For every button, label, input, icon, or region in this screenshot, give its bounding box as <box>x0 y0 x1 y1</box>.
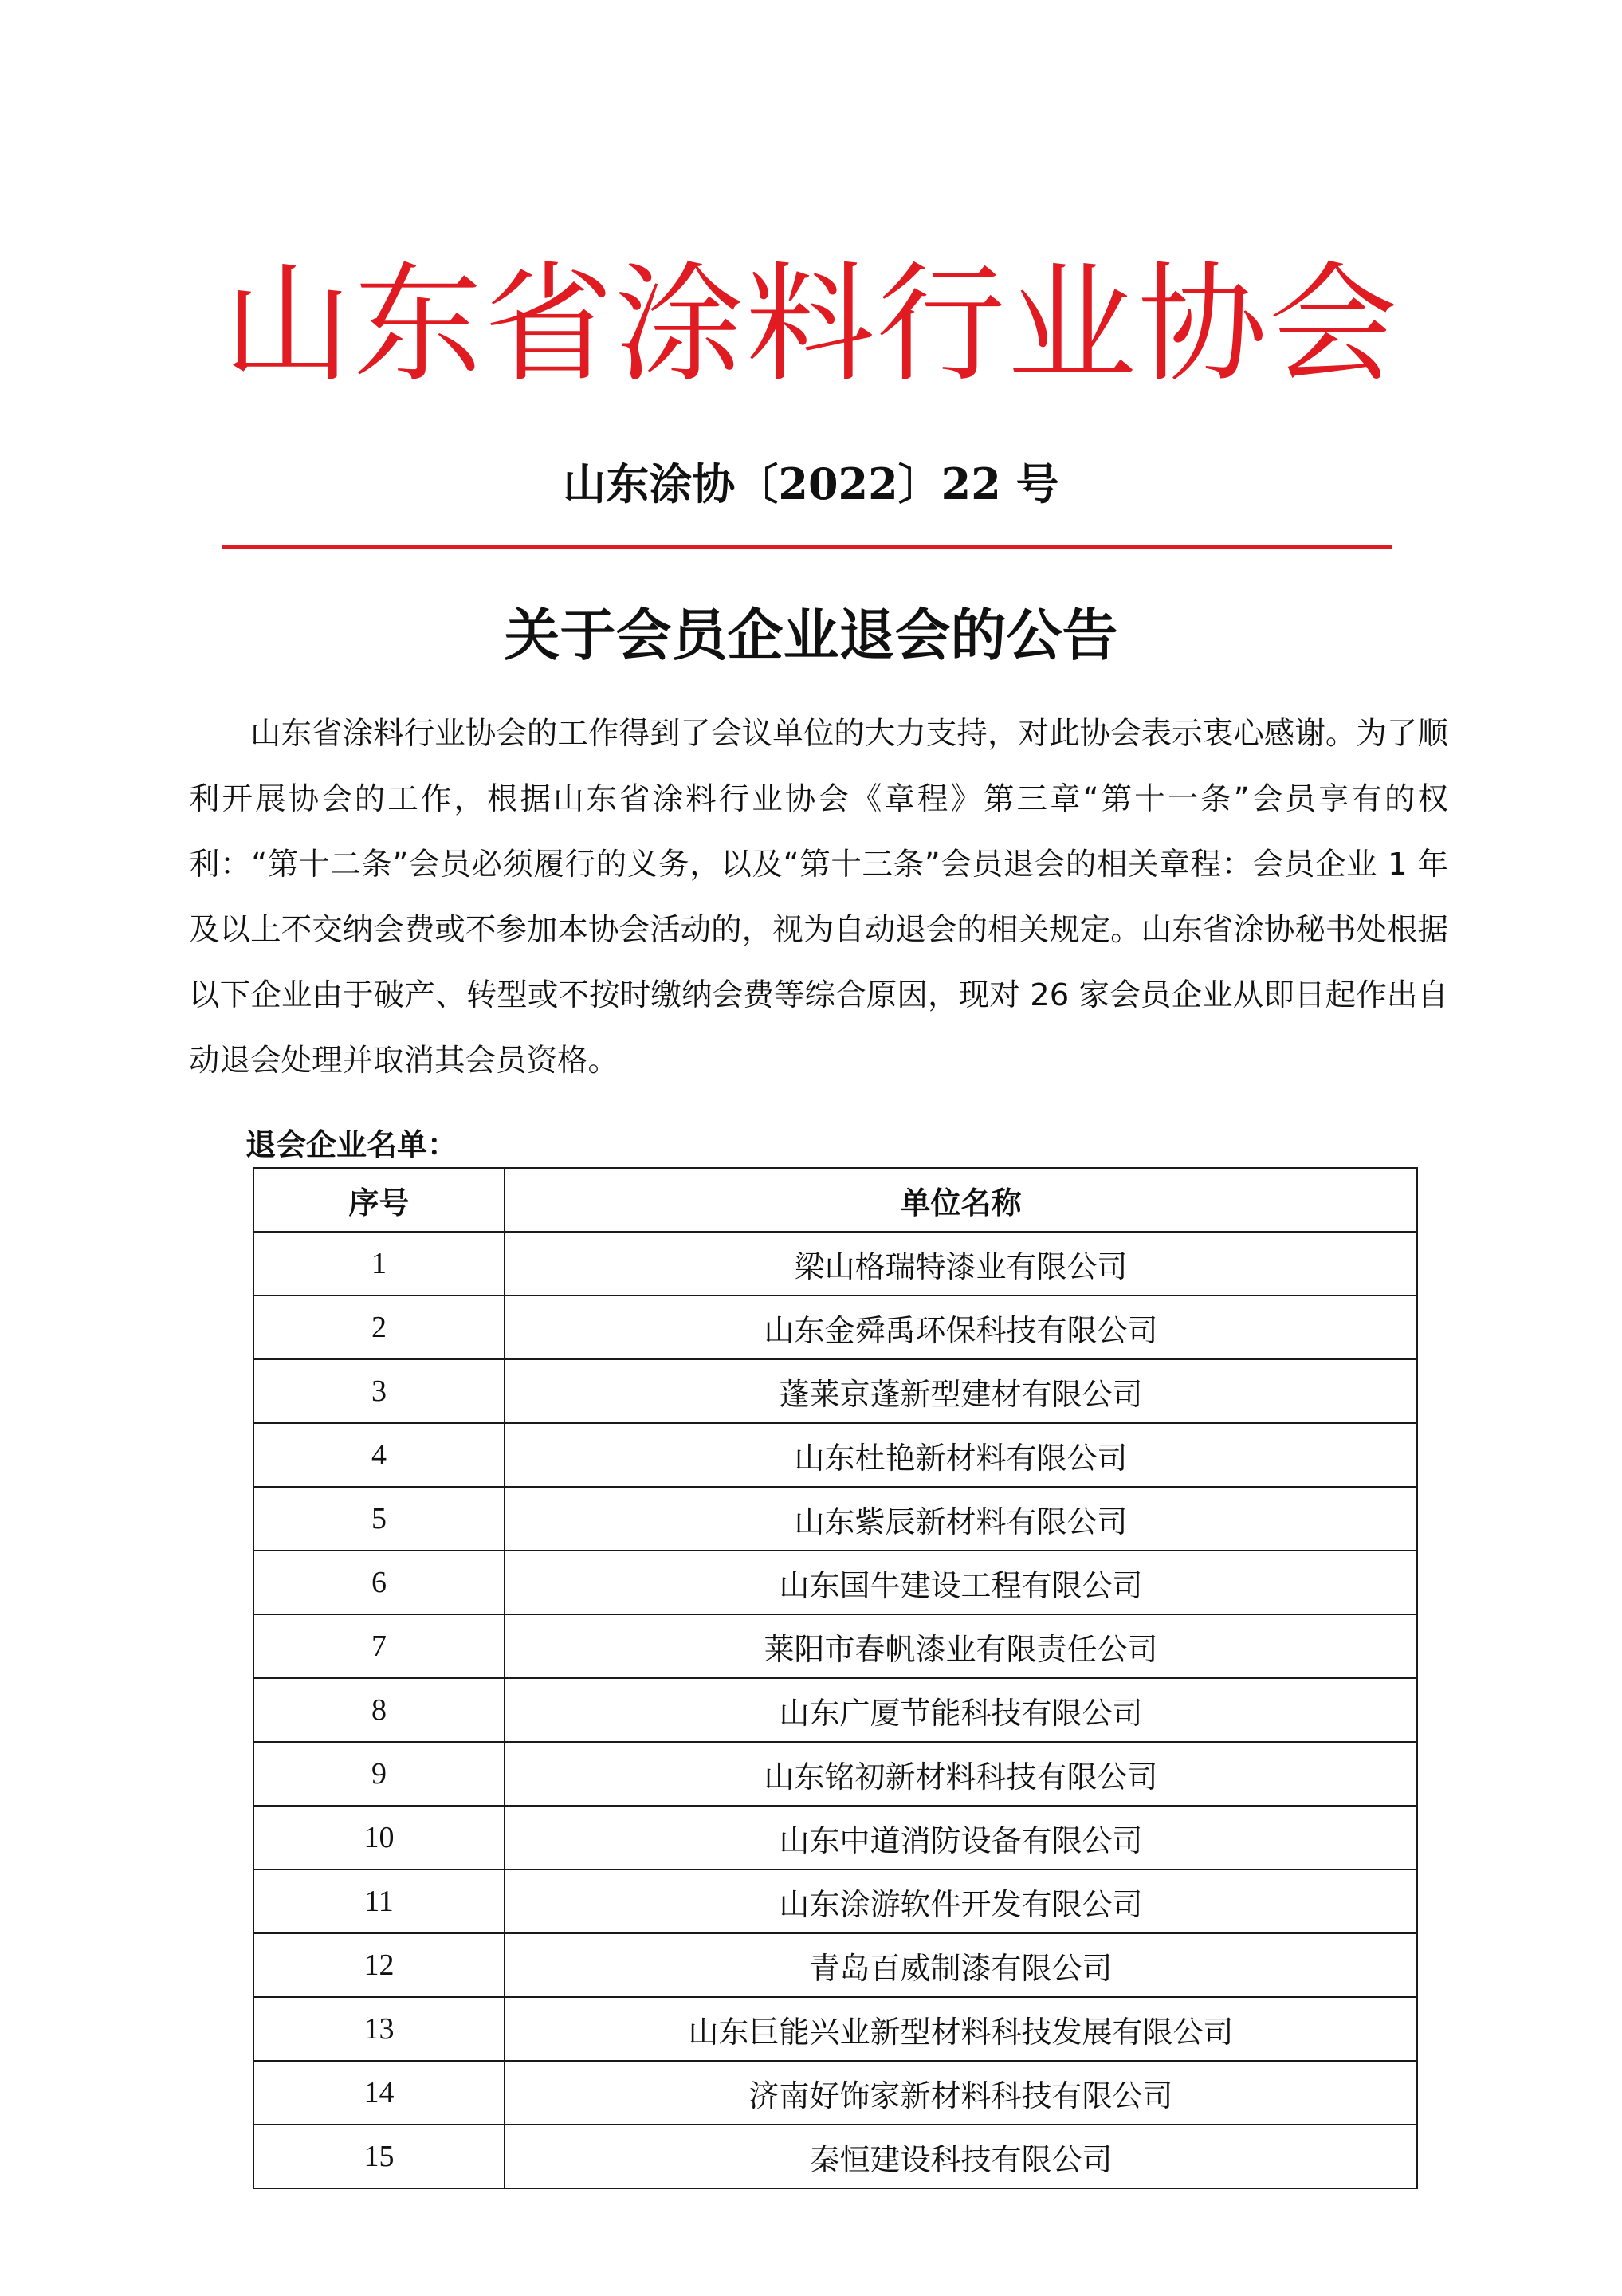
row-index: 10 <box>253 1806 505 1869</box>
table-row <box>253 1359 1417 1423</box>
table-row <box>253 1997 1417 2061</box>
row-index: 9 <box>253 1742 505 1806</box>
document-number: 山东涂协〔2022〕22 号 <box>563 458 1059 509</box>
company-name: 山东国牛建设工程有限公司 <box>505 1551 1417 1614</box>
notice-body: 山东省涂料行业协会的工作得到了会议单位的大力支持，对此协会表示衷心感谢。为了顺利开展协会的工作，根据山东省涂料行业协会《章程》第三章“第十一条”会员享有的权利：“第十二条”会员必须履行的义务，以及“第十三条”会员退会的相关章程：会员企业 1 年及以上不交纳会费或不参加本协会活动的，视为自动退会的相关规定。山东省涂协秘书处根据以下企业由于破产、转型或不按时缴纳会费等综合原因，现对 26 家会员企业从即日起作出自动退会处理并取消其会员资格。 <box>189 716 1448 1079</box>
company-name: 山东杜艳新材料有限公司 <box>505 1423 1417 1487</box>
row-index: 3 <box>253 1359 505 1423</box>
table-row <box>253 1423 1417 1487</box>
row-index: 7 <box>253 1614 505 1678</box>
row-index: 14 <box>253 2061 505 2125</box>
withdrawn-companies-table <box>253 1167 1418 2189</box>
row-index: 8 <box>253 1678 505 1742</box>
list-caption: 退会企业名单： <box>245 1127 458 1162</box>
company-name: 山东铭初新材料科技有限公司 <box>505 1742 1417 1806</box>
table-row <box>253 1678 1417 1742</box>
company-name: 梁山格瑞特漆业有限公司 <box>505 1232 1417 1295</box>
company-name: 山东中道消防设备有限公司 <box>505 1806 1417 1869</box>
row-index: 2 <box>253 1295 505 1359</box>
row-index: 13 <box>253 1997 505 2061</box>
row-index: 6 <box>253 1551 505 1614</box>
company-name: 山东巨能兴业新型材料科技发展有限公司 <box>505 1997 1417 2061</box>
table-row <box>253 1232 1417 1295</box>
column-header-company: 单位名称 <box>505 1168 1417 1232</box>
row-index: 5 <box>253 1487 505 1551</box>
table-row <box>253 1487 1417 1551</box>
company-name: 秦恒建设科技有限公司 <box>505 2125 1417 2188</box>
company-name: 山东金舜禹环保科技有限公司 <box>505 1295 1417 1359</box>
company-name: 青岛百威制漆有限公司 <box>505 1933 1417 1997</box>
row-index: 11 <box>253 1869 505 1933</box>
row-index: 12 <box>253 1933 505 1997</box>
company-name: 蓬莱京蓬新型建材有限公司 <box>505 1359 1417 1423</box>
table-row <box>253 2061 1417 2125</box>
table-row <box>253 1551 1417 1614</box>
organization-title: 山东省涂料行业协会 <box>222 250 1400 400</box>
header-divider <box>222 545 1392 549</box>
row-index: 1 <box>253 1232 505 1295</box>
table-row <box>253 2125 1417 2188</box>
table-row <box>253 1869 1417 1933</box>
notice-title: 关于会员企业退会的公告 <box>504 602 1118 668</box>
table-row <box>253 1742 1417 1806</box>
row-index: 15 <box>253 2125 505 2188</box>
row-index: 4 <box>253 1423 505 1487</box>
table-row <box>253 1806 1417 1869</box>
company-name: 山东紫辰新材料有限公司 <box>505 1487 1417 1551</box>
table-body <box>253 1232 1417 2188</box>
company-name: 济南好饰家新材料科技有限公司 <box>505 2061 1417 2125</box>
table-row <box>253 1933 1417 1997</box>
column-header-index: 序号 <box>253 1168 505 1232</box>
company-name: 山东涂游软件开发有限公司 <box>505 1869 1417 1933</box>
company-name: 山东广厦节能科技有限公司 <box>505 1678 1417 1742</box>
company-name: 莱阳市春帆漆业有限责任公司 <box>505 1614 1417 1678</box>
table-row <box>253 1295 1417 1359</box>
table-header-row <box>253 1168 1417 1232</box>
table-row <box>253 1614 1417 1678</box>
